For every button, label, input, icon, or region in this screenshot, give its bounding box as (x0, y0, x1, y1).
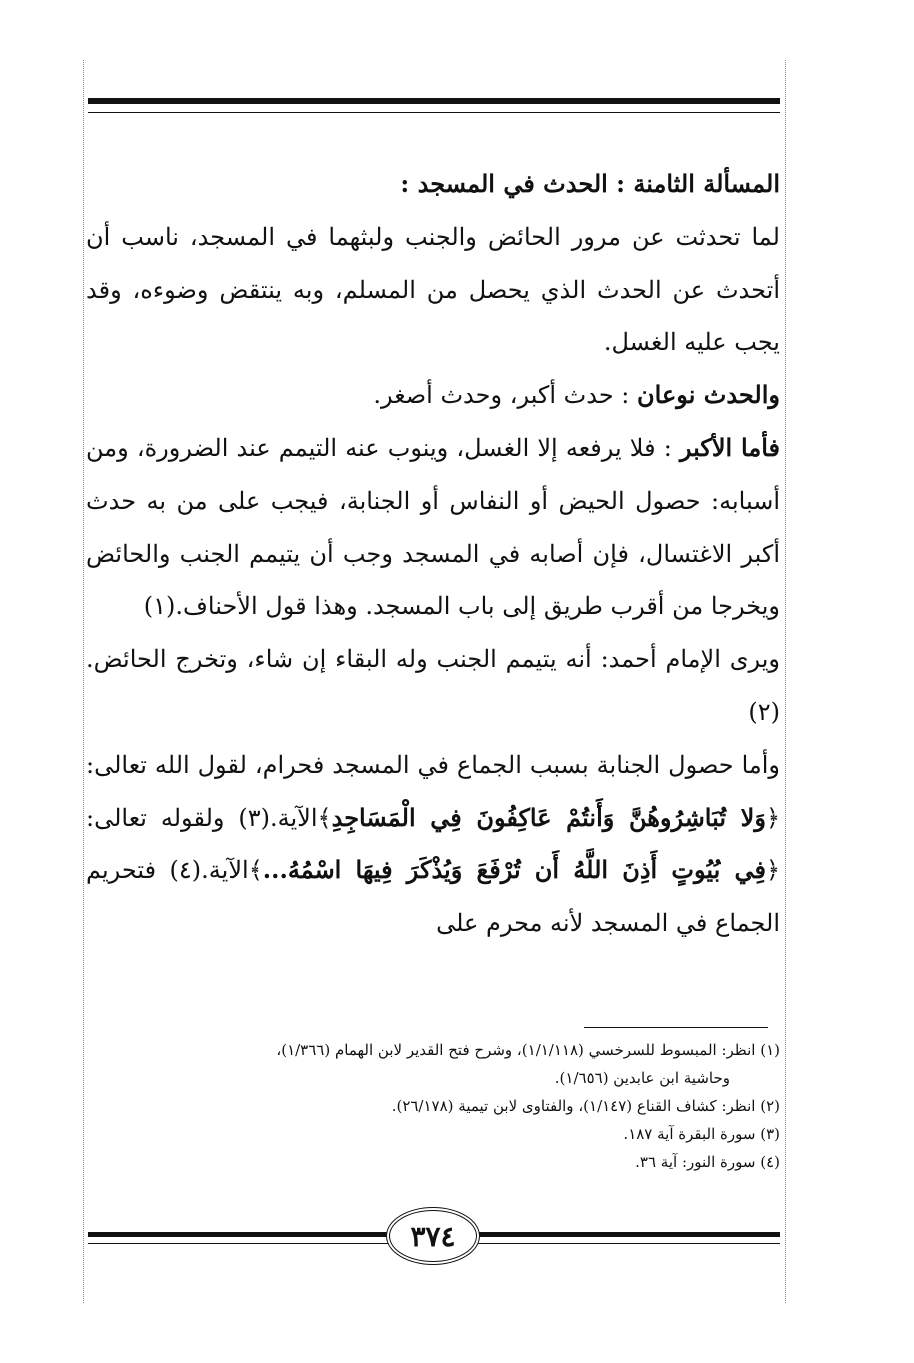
left-margin-guide (83, 60, 84, 1303)
paragraph-janaba (86, 739, 780, 950)
janaba-text-c: ﴾الآية.(٤) فتحريم الجماع في المسجد لأنه محرم على (86, 856, 780, 938)
major-lead: فأما الأكبر (679, 432, 780, 462)
paragraph-intro: لما تحدثت عن مرور الحائض والجنب ولبثهما في المسجد، ناسب أن أتحدث عن الحدث الذي يحصل من المسلم، وبه ينتقض وضوءه، وقد يجب عليه الغسل. (86, 222, 780, 357)
footnote-4: (٤) سورة النور: آية ٣٦. (635, 1153, 780, 1171)
janaba-text-b: ﴾الآية.(٣) ولقوله تعالى: ﴿ (86, 803, 780, 885)
quran-verse-2: فِي بُيُوتٍ أَذِنَ اللَّهُ أَن تُرْفَعَ وَيُذْكَرَ فِيهَا اسْمُهُ... (262, 855, 766, 885)
paragraph-major (86, 422, 780, 633)
types-lead: والحدث نوعان (637, 380, 780, 410)
paragraph-types (86, 369, 780, 422)
quran-verse-1: وَلا تُبَاشِرُوهُنَّ وَأَنتُمْ عَاكِفُونَ فِي الْمَسَاجِدِ (331, 802, 766, 832)
main-text (86, 158, 780, 950)
footnote-3: (٣) سورة البقرة آية ١٨٧. (623, 1125, 780, 1143)
footnotes (86, 1036, 780, 1176)
major-rest: : فلا يرفعه إلا الغسل، وينوب عنه التيمم عند الضرورة، ومن أسبابه: حصول الحيض أو النفاس أو الجنابة، فيجب على من به حدث أكبر الاغتسال، فإن أصابه في المسجد وجب أن يتيمم الجنب والحائض ويخرجا من أقرب طريق إلى باب المسجد. وهذا قول الأحناف.(١) (86, 433, 780, 621)
paragraph-ahmad: ويرى الإمام أحمد: أنه يتيمم الجنب وله البقاء إن شاء، وتخرج الحائض.(٢) (86, 645, 780, 726)
types-rest: : حدث أكبر، وحدث أصغر. (373, 381, 630, 410)
footnote-separator (584, 1027, 768, 1028)
header-rule (88, 98, 780, 104)
janaba-text-a: وأما حصول الجنابة بسبب الجماع في المسجد فحرام، لقول الله تعالى: ﴿ (86, 750, 780, 832)
footnote-2: (٢) انظر: كشاف القناع (١/١٤٧)، والفتاوى لابن تيمية (٢٦/١٧٨). (391, 1097, 780, 1115)
section-heading: المسألة الثامنة : الحدث في المسجد : (400, 169, 780, 198)
header-rule-thin (88, 112, 780, 113)
footnote-1: (١) انظر: المبسوط للسرخسي (١/١/١١٨)، وشرح فتح القدير لابن الهمام (١/٣٦٦)، (276, 1041, 780, 1059)
page-number: ٣٧٤ (386, 1207, 480, 1265)
right-margin-guide (785, 60, 786, 1303)
footnote-1-cont: وحاشية ابن عابدين (١/٦٥٦). (554, 1069, 730, 1087)
